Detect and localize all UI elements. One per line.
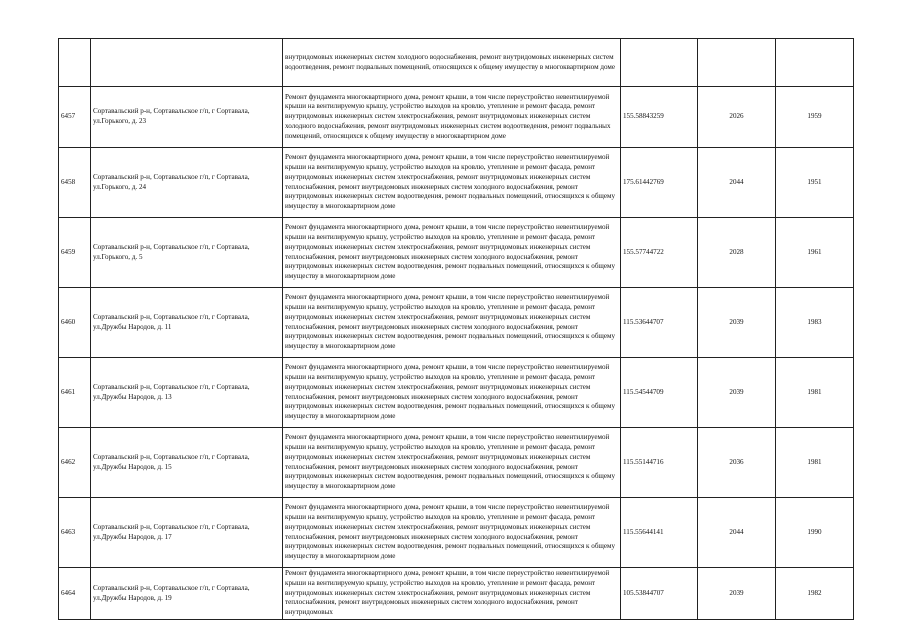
row-build-year [776, 39, 854, 87]
row-cost: 115.55144716 [621, 428, 698, 498]
row-address: Сортавальский р-н, Сортавальское г/п, г Сортавала, ул.Горького, д. 23 [91, 87, 283, 148]
row-cost: 175.61442769 [621, 148, 698, 218]
row-repair-year: 2044 [698, 498, 776, 568]
table-row [59, 148, 854, 218]
row-number: 6462 [59, 428, 91, 498]
row-build-year: 1961 [776, 218, 854, 288]
row-address: Сортавальский р-н, Сортавальское г/п, г Сортавала, ул.Горького, д. 5 [91, 218, 283, 288]
row-address: Сортавальский р-н, Сортавальское г/п, г Сортавала, ул.Дружбы Народов, д. 17 [91, 498, 283, 568]
row-repair-year: 2028 [698, 218, 776, 288]
row-build-year: 1951 [776, 148, 854, 218]
row-repair-year: 2039 [698, 568, 776, 620]
row-works: Ремонт фундамента многоквартирного дома, ремонт крыши, в том числе переустройство невентилируемой крыши на вентилируемую крышу, устройство выходов на кровлю, утепление и ремонт фасада, ремонт внутридомовых инженерных систем электроснабжения, ремонт внутридомовых инженерных систем теплоснабжения, ремонт внутридомовых инженерных систем холодного водоснабжения, ремонт внутридомовых [283, 568, 621, 620]
row-number: 6458 [59, 148, 91, 218]
row-repair-year: 2044 [698, 148, 776, 218]
row-build-year: 1981 [776, 428, 854, 498]
table-row [59, 568, 854, 620]
row-cost [621, 39, 698, 87]
row-number: 6461 [59, 358, 91, 428]
table-row [59, 288, 854, 358]
row-works: Ремонт фундамента многоквартирного дома, ремонт крыши, в том числе переустройство невентилируемой крыши на вентилируемую крышу, устройство выходов на кровлю, утепление и ремонт фасада, ремонт внутридомовых инженерных систем электроснабжения, ремонт внутридомовых инженерных систем теплоснабжения, ремонт внутридомовых инженерных систем холодного водоснабжения, ремонт внутридомовых инженерных систем водоотведения, ремонт подвальных помещений, относящихся к общему имуществу в многоквартирном доме [283, 498, 621, 568]
row-works: Ремонт фундамента многоквартирного дома, ремонт крыши, в том числе переустройство невентилируемой крыши на вентилируемую крышу, устройство выходов на кровлю, утепление и ремонт фасада, ремонт внутридомовых инженерных систем электроснабжения, ремонт внутридомовых инженерных систем теплоснабжения, ремонт внутридомовых инженерных систем холодного водоснабжения, ремонт внутридомовых инженерных систем водоотведения, ремонт подвальных помещений, относящихся к общему имуществу в многоквартирном доме [283, 218, 621, 288]
row-cost: 115.54544709 [621, 358, 698, 428]
row-works: Ремонт фундамента многоквартирного дома, ремонт крыши, в том числе переустройство невентилируемой крыши на вентилируемую крышу, устройство выходов на кровлю, утепление и ремонт фасада, ремонт внутридомовых инженерных систем электроснабжения, ремонт внутридомовых инженерных систем теплоснабжения, ремонт внутридомовых инженерных систем холодного водоснабжения, ремонт внутридомовых инженерных систем водоотведения, ремонт подвальных помещений, относящихся к общему имуществу в многоквартирном доме [283, 428, 621, 498]
row-build-year: 1981 [776, 358, 854, 428]
row-cost: 155.57744722 [621, 218, 698, 288]
row-repair-year: 2039 [698, 288, 776, 358]
table-row [59, 358, 854, 428]
row-build-year: 1959 [776, 87, 854, 148]
row-number: 6464 [59, 568, 91, 620]
table-row [59, 87, 854, 148]
row-number: 6459 [59, 218, 91, 288]
row-cost: 155.58843259 [621, 87, 698, 148]
table-row [59, 428, 854, 498]
row-works: Ремонт фундамента многоквартирного дома, ремонт крыши, в том числе переустройство невентилируемой крыши на вентилируемую крышу, устройство выходов на кровлю, утепление и ремонт фасада, ремонт внутридомовых инженерных систем электроснабжения, ремонт внутридомовых инженерных систем холодного водоснабжения, ремонт внутридомовых инженерных систем водоотведения, ремонт подвальных помещений, относящихся к общему имуществу в многоквартирном доме [283, 87, 621, 148]
row-build-year: 1982 [776, 568, 854, 620]
row-repair-year: 2039 [698, 358, 776, 428]
row-address [91, 39, 283, 87]
row-address: Сортавальский р-н, Сортавальское г/п, г Сортавала, ул.Дружбы Народов, д. 11 [91, 288, 283, 358]
row-works: внутридомовых инженерных систем холодного водоснабжения, ремонт внутридомовых инженерных систем водоотведения, ремонт подвальных помещений, относящихся к общему имуществу в многоквартирном доме [283, 39, 621, 87]
row-works: Ремонт фундамента многоквартирного дома, ремонт крыши, в том числе переустройство невентилируемой крыши на вентилируемую крышу, устройство выходов на кровлю, утепление и ремонт фасада, ремонт внутридомовых инженерных систем электроснабжения, ремонт внутридомовых инженерных систем теплоснабжения, ремонт внутридомовых инженерных систем холодного водоснабжения, ремонт внутридомовых инженерных систем водоотведения, ремонт подвальных помещений, относящихся к общему имуществу в многоквартирном доме [283, 288, 621, 358]
row-build-year: 1983 [776, 288, 854, 358]
row-cost: 105.53844707 [621, 568, 698, 620]
housing-repair-table [58, 38, 854, 620]
row-cost: 115.53644707 [621, 288, 698, 358]
row-works: Ремонт фундамента многоквартирного дома, ремонт крыши, в том числе переустройство невентилируемой крыши на вентилируемую крышу, устройство выходов на кровлю, утепление и ремонт фасада, ремонт внутридомовых инженерных систем электроснабжения, ремонт внутридомовых инженерных систем теплоснабжения, ремонт внутридомовых инженерных систем холодного водоснабжения, ремонт внутридомовых инженерных систем водоотведения, ремонт подвальных помещений, относящихся к общему имуществу в многоквартирном доме [283, 148, 621, 218]
row-repair-year: 2036 [698, 428, 776, 498]
row-address: Сортавальский р-н, Сортавальское г/п, г Сортавала, ул.Горького, д. 24 [91, 148, 283, 218]
table-row [59, 218, 854, 288]
row-address: Сортавальский р-н, Сортавальское г/п, г Сортавала, ул.Дружбы Народов, д. 19 [91, 568, 283, 620]
row-works: Ремонт фундамента многоквартирного дома, ремонт крыши, в том числе переустройство невентилируемой крыши на вентилируемую крышу, устройство выходов на кровлю, утепление и ремонт фасада, ремонт внутридомовых инженерных систем электроснабжения, ремонт внутридомовых инженерных систем теплоснабжения, ремонт внутридомовых инженерных систем холодного водоснабжения, ремонт внутридомовых инженерных систем водоотведения, ремонт подвальных помещений, относящихся к общему имуществу в многоквартирном доме [283, 358, 621, 428]
row-number: 6463 [59, 498, 91, 568]
row-number: 6457 [59, 87, 91, 148]
row-number [59, 39, 91, 87]
row-cost: 115.55644141 [621, 498, 698, 568]
row-address: Сортавальский р-н, Сортавальское г/п, г Сортавала, ул.Дружбы Народов, д. 13 [91, 358, 283, 428]
row-number: 6460 [59, 288, 91, 358]
row-address: Сортавальский р-н, Сортавальское г/п, г Сортавала, ул.Дружбы Народов, д. 15 [91, 428, 283, 498]
row-repair-year [698, 39, 776, 87]
row-build-year: 1990 [776, 498, 854, 568]
table-row [59, 498, 854, 568]
row-repair-year: 2026 [698, 87, 776, 148]
table-row [59, 39, 854, 87]
